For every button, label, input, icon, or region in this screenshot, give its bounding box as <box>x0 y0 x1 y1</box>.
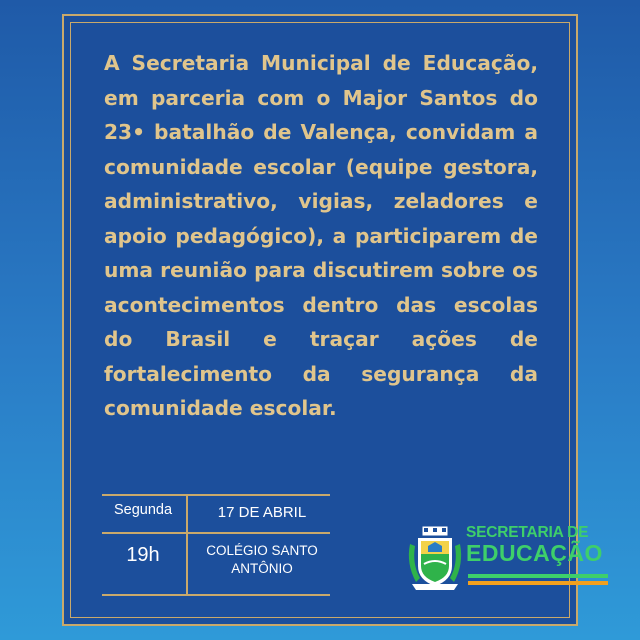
event-info-table <box>102 494 330 596</box>
event-place-line2: ANTÔNIO <box>231 561 293 576</box>
logo-text-educacao: EDUCAÇÃO <box>466 540 603 566</box>
table-divider-bottom <box>102 594 330 596</box>
table-divider-middle <box>102 532 330 534</box>
logo-stripe-green <box>468 574 608 578</box>
event-place <box>194 542 330 578</box>
table-divider-vertical <box>186 494 188 596</box>
municipal-coat-of-arms-icon <box>406 524 464 594</box>
event-date: 17 DE ABRIL <box>217 504 307 521</box>
secretaria-logo <box>406 524 611 594</box>
announcement-card <box>62 14 603 626</box>
table-divider-top <box>102 494 330 496</box>
logo-text-secretaria: SECRETARIA DE <box>466 524 589 541</box>
event-time: 19h <box>126 544 160 566</box>
announcement-text: A Secretaria Municipal de Educação, em parceria com o Major Santos do 23• batalhão de Valença, convidam a comunidade escolar (equipe gestora, administrativo, vigias, zeladores e apoio pedagógico), a participarem de uma reunião para discutirem sobre os acontecimentos dentro das escolas do Brasil e traçar ações de fortalecimento da segurança da comunidade escolar. <box>104 51 538 420</box>
event-place-line1: COLÉGIO SANTO <box>206 543 318 558</box>
logo-stripe-orange <box>468 581 608 585</box>
event-day: Segunda <box>113 502 173 518</box>
